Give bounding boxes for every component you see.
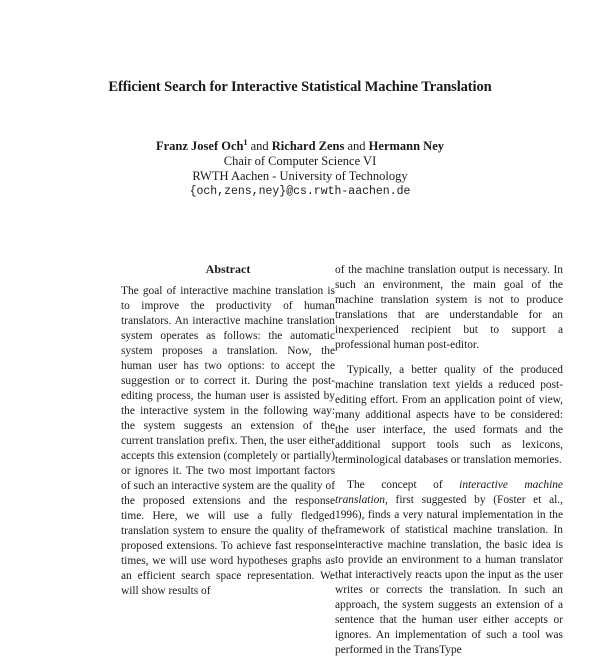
abstract-body: The goal of interactive machine translation is to improve the productivity of human translators. An interactive machine translation system operates as follows: the automatic system proposes a translation. Now, the human user has two options: to accept the suggestion or to correct it. During the post-editing process, the human user is assisted by the interactive system in the following way: the system suggests an extension of the current translation prefix. Then, the user either accepts this extension (completely or partially) or ignores it. The two most important factors of such an interactive system are the quality of the proposed extensions and the response time. Here, we will use a fully fledged translation system to ensure the quality of the proposed extensions. To achieve fast response times, we will use word hypotheses graphs as an efficient search space representation. We will show results of: [121, 285, 335, 597]
paper-title: Efficient Search for Interactive Statistical Machine Translation: [108, 79, 492, 95]
para3-text-post: , first suggested by (Foster et al., 1996), finds a very natural implementation in the framework of statistical machine translation. In interactive machine translation, the basic idea is to provide an environment to a human translator that interactively reacts upon the input as the user writes or corrects the translation. In such an approach, the system suggests an extension of a sentence that the human user either accepts or ignores. An implementation of such a tool was performed in the TransType: [335, 494, 563, 656]
author-ney: Hermann Ney: [368, 139, 445, 154]
author-footnote-mark: 1: [243, 138, 248, 147]
author-email: {och,zens,ney}@cs.rwth-aachen.de: [189, 185, 411, 199]
right-column: [335, 263, 563, 668]
para3-emphasis: interactive machine translation: [335, 479, 563, 506]
abstract-heading: Abstract: [205, 262, 251, 276]
body-paragraph-1: of the machine translation output is necessary. In such an environment, the main goal of the machine translation system is not to produce translations that are understandable for an inexperienced recipient but to support a professional human post-editor.: [335, 264, 563, 351]
author-and: and: [250, 139, 269, 154]
author-and: and: [347, 139, 366, 154]
author-block: [0, 135, 600, 199]
body-paragraph-2: Typically, a better quality of the produced machine translation text yields a reduced post-editing effort. From an application point of view, many additional aspects have to be considered: the user interface, the used formats and the additional support tools such as lexicons, terminological databases or translation memories.: [335, 364, 563, 466]
affiliation: Chair of Computer Science VI: [223, 154, 377, 169]
author-och: Franz Josef Och: [155, 139, 244, 154]
institution: RWTH Aachen - University of Technology: [192, 169, 408, 184]
para3-text-pre: The concept of: [347, 479, 460, 491]
body-paragraph-3: [335, 478, 563, 658]
author-zens: Richard Zens: [271, 139, 345, 154]
author-names: [0, 135, 600, 154]
left-column: [115, 262, 341, 609]
